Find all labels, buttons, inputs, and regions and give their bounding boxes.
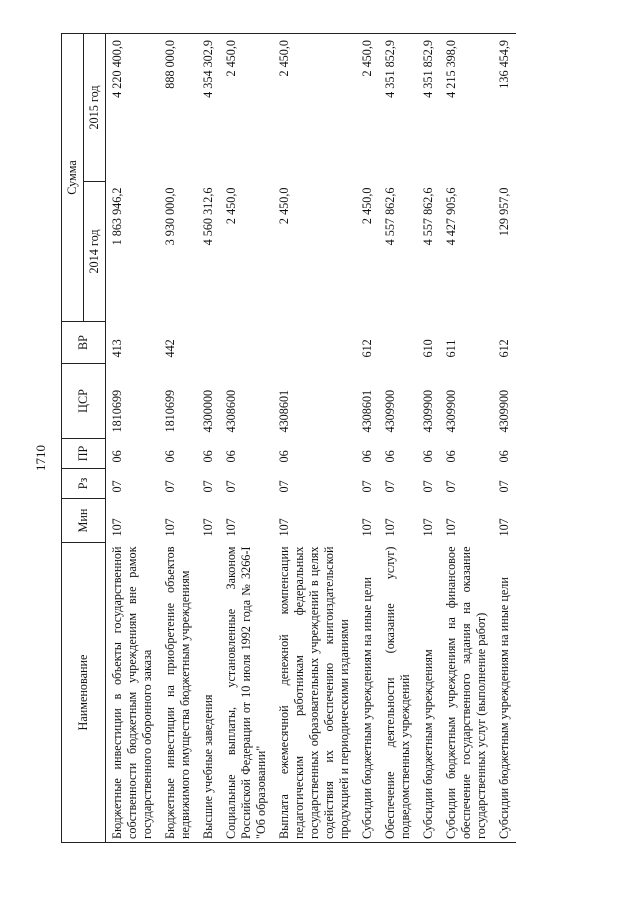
header-sum: Сумма — [62, 33, 84, 321]
header-2014: 2014 год — [84, 182, 106, 322]
header-min: Мин — [62, 499, 106, 543]
row-2015: 4 215 398,0 — [440, 33, 493, 181]
row-rz: 07 — [421, 480, 435, 493]
row-2014: 2 450,0 — [277, 187, 291, 225]
row-rz: 07 — [497, 480, 511, 493]
table-row — [159, 33, 197, 842]
row-csr: 1810699 — [163, 389, 177, 433]
row-vr: 413 — [110, 339, 124, 358]
row-min: 107 — [201, 518, 215, 537]
row-2014: 2 450,0 — [224, 187, 238, 225]
table-row — [356, 33, 379, 842]
row-2015: 4 354 302,9 — [197, 33, 220, 181]
table-row — [440, 33, 493, 842]
row-csr: 4308600 — [224, 389, 238, 433]
row-2015: 4 351 852,9 — [379, 33, 417, 181]
row-name: Высшие учебные заведения — [197, 543, 220, 843]
row-2014: 1 863 946,2 — [110, 187, 124, 246]
table-row — [106, 33, 160, 842]
row-min: 107 — [383, 518, 397, 537]
page-number — [30, 438, 52, 478]
row-2014: 4 427 905,6 — [444, 187, 458, 246]
row-rz: 07 — [444, 480, 458, 493]
row-csr: 4308601 — [277, 389, 291, 433]
row-pr: 06 — [497, 450, 511, 463]
row-vr: 610 — [421, 339, 435, 358]
row-min: 107 — [110, 518, 124, 537]
row-csr: 1810699 — [110, 389, 124, 433]
header-2015: 2015 год — [84, 33, 106, 181]
table-body — [106, 33, 517, 842]
row-csr: 4308601 — [360, 389, 374, 433]
row-vr — [220, 322, 273, 364]
header-rz: Рз — [62, 469, 106, 499]
row-csr: 4309900 — [421, 389, 435, 433]
row-csr: 4300000 — [201, 389, 215, 433]
row-pr: 06 — [383, 450, 397, 463]
header-vr: ВР — [62, 322, 106, 364]
row-rz: 07 — [360, 480, 374, 493]
header-pr: ПР — [62, 439, 106, 469]
row-2015: 888 000,0 — [159, 33, 197, 181]
row-rz: 07 — [201, 480, 215, 493]
row-min: 107 — [497, 518, 511, 537]
row-pr: 06 — [360, 450, 374, 463]
row-2014: 2 450,0 — [360, 187, 374, 225]
row-pr: 06 — [444, 450, 458, 463]
page-number-text: 1710 — [33, 445, 48, 471]
row-pr: 06 — [163, 450, 177, 463]
row-name: Субсидии бюджетным учреждениям на иные цели — [356, 543, 379, 843]
table-row — [273, 33, 356, 842]
row-2014: 4 560 312,6 — [201, 187, 215, 246]
row-csr: 4309900 — [383, 389, 397, 433]
row-pr: 06 — [421, 450, 435, 463]
row-name: Выплата ежемесячной денежной компенсации педагогическим работникам федеральных государственных образовательных учреждений в целях содействия их обеспечению книгоиздательской продукцией и периодическими изданиями — [273, 543, 356, 843]
row-2014: 4 557 862,6 — [383, 187, 397, 246]
row-2014: 3 930 000,0 — [163, 187, 177, 246]
row-rz: 07 — [383, 480, 397, 493]
table-row — [379, 33, 417, 842]
table-row — [417, 33, 440, 842]
row-pr: 06 — [201, 450, 215, 463]
header-name: Наименование — [62, 543, 106, 843]
row-vr: 611 — [444, 339, 458, 358]
row-name: Субсидии бюджетным учреждениям на финансовое обеспечение государственного задания на оказание государственных услуг (выполнение работ) — [440, 543, 493, 843]
row-name: Обеспечение деятельности (оказание услуг) подведомственных учреждений — [379, 543, 417, 843]
row-2015: 2 450,0 — [356, 33, 379, 181]
row-name: Бюджетные инвестиции в объекты государственной собственности бюджетным учреждениям вне рамок государственного оборонного заказа — [106, 543, 160, 843]
row-vr — [273, 322, 356, 364]
row-vr: 612 — [360, 339, 374, 358]
rotated-table-container — [61, 34, 601, 843]
table-row — [493, 33, 516, 842]
row-csr: 4309900 — [444, 389, 458, 433]
row-rz: 07 — [277, 480, 291, 493]
row-csr: 4309900 — [497, 389, 511, 433]
row-min: 107 — [444, 518, 458, 537]
row-2015: 2 450,0 — [273, 33, 356, 181]
row-min: 107 — [277, 518, 291, 537]
table-row — [220, 33, 273, 842]
budget-table — [61, 33, 516, 843]
row-2015: 2 450,0 — [220, 33, 273, 181]
row-2015: 4 351 852,9 — [417, 33, 440, 181]
row-vr — [379, 322, 417, 364]
row-rz: 07 — [110, 480, 124, 493]
row-min: 107 — [421, 518, 435, 537]
row-pr: 06 — [277, 450, 291, 463]
row-vr: 442 — [163, 339, 177, 358]
row-name: Социальные выплаты, установленные Законом Российской Федерации от 10 июля 1992 года № 3266-I "Об образовании" — [220, 543, 273, 843]
row-min: 107 — [163, 518, 177, 537]
row-min: 107 — [224, 518, 238, 537]
table-row — [197, 33, 220, 842]
table-header — [62, 33, 106, 842]
row-pr: 06 — [224, 450, 238, 463]
row-pr: 06 — [110, 450, 124, 463]
row-2014: 4 557 862,6 — [421, 187, 435, 246]
row-name: Субсидии бюджетным учреждениям на иные цели — [493, 543, 516, 843]
row-name: Бюджетные инвестиции на приобретение объектов недвижимого имущества бюджетным учреждениям — [159, 543, 197, 843]
row-min: 107 — [360, 518, 374, 537]
row-2014: 129 957,0 — [497, 187, 511, 237]
row-vr: 612 — [497, 339, 511, 358]
row-name: Субсидии бюджетным учреждениям — [417, 543, 440, 843]
row-rz: 07 — [224, 480, 238, 493]
header-csr: ЦСР — [62, 364, 106, 439]
row-rz: 07 — [163, 480, 177, 493]
row-2015: 136 454,9 — [493, 33, 516, 181]
row-2015: 4 220 400,0 — [106, 33, 160, 181]
row-vr — [197, 322, 220, 364]
